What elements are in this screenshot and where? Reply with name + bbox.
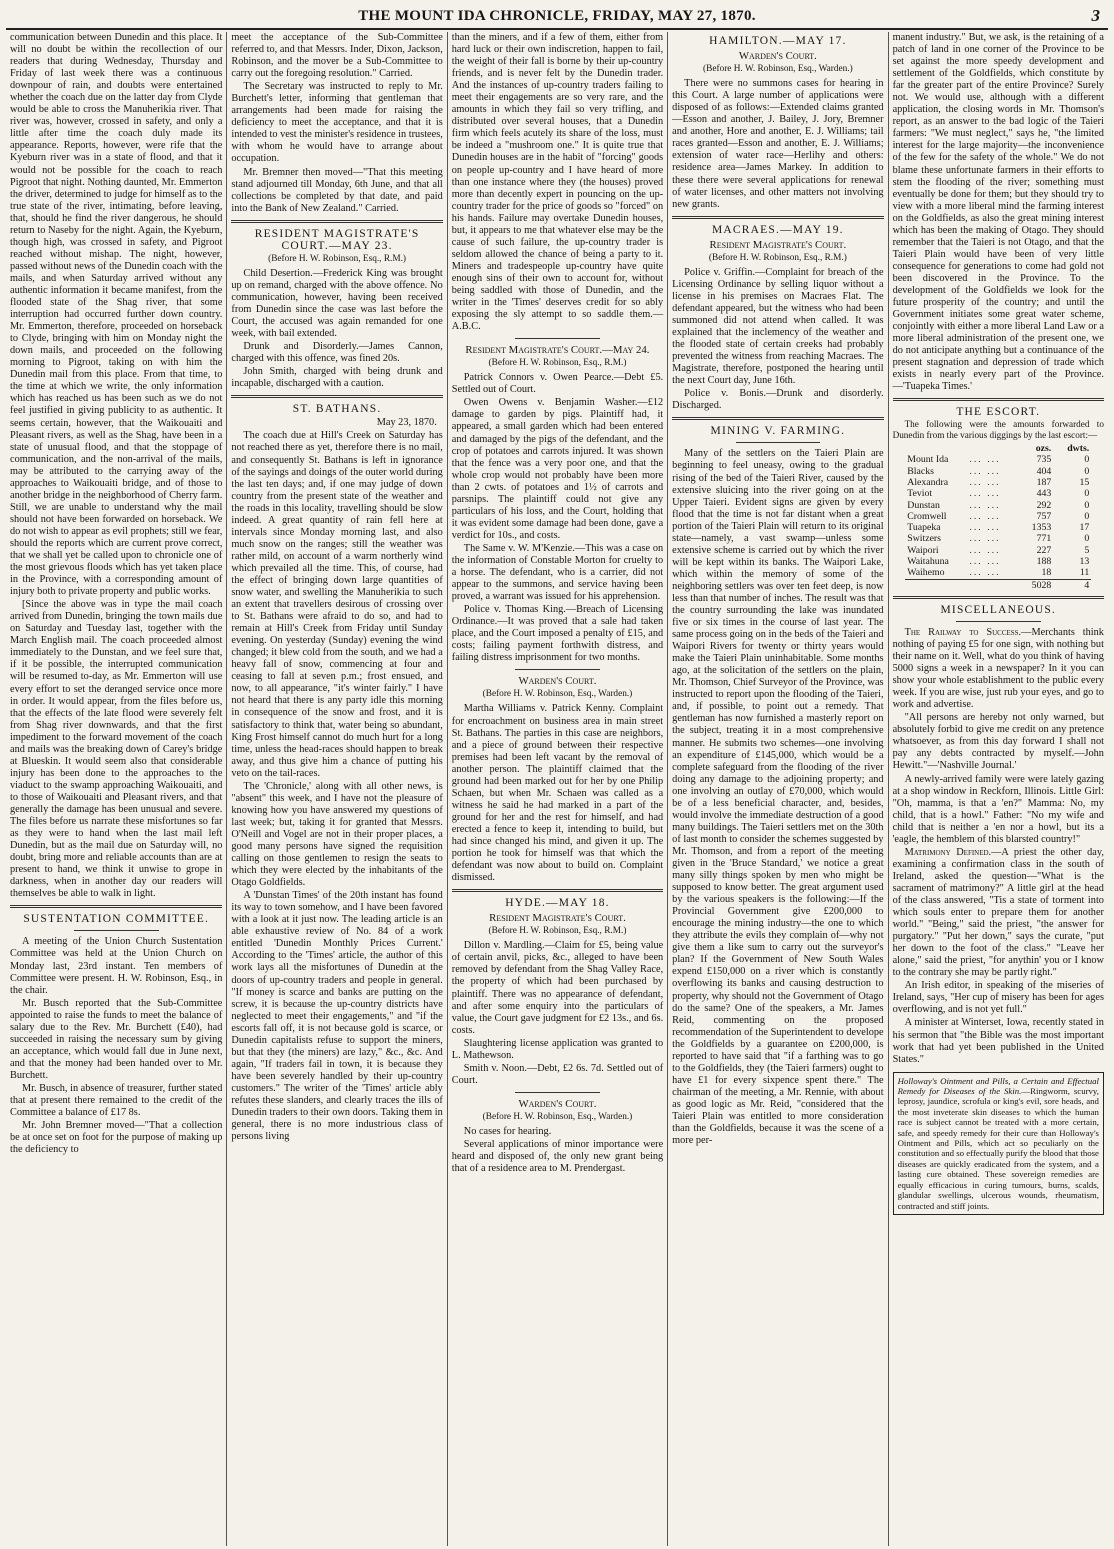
escort-place: Tuapeka bbox=[907, 522, 941, 534]
ad-heading: Holloway's Ointment and Pills, a Certain and Effectual Remedy for Diseases of the Skin. bbox=[897, 1075, 1099, 1097]
escort-place: Switzers bbox=[907, 533, 941, 545]
escort-row bbox=[905, 533, 1091, 544]
escort-dwts: 11 bbox=[1079, 567, 1090, 579]
escort-dots: ... ... bbox=[969, 476, 1001, 488]
section-heading: SUSTENTATION COMMITTEE. bbox=[23, 913, 210, 926]
column-3 bbox=[447, 32, 667, 1546]
escort-place: Waihemo bbox=[907, 567, 945, 579]
escort-dots: ... ... bbox=[969, 544, 1001, 556]
escort-dots: ... ... bbox=[969, 567, 1001, 579]
escort-place: Teviot bbox=[907, 488, 933, 500]
divider bbox=[74, 930, 159, 931]
divider bbox=[515, 1092, 600, 1093]
escort-units-row bbox=[905, 443, 1091, 454]
escort-row bbox=[905, 511, 1091, 522]
article-text: Owen Owens v. Benjamin Washer.—£12 damage to garden by pigs. Plaintiff had, it appeared, a small garden which had been entered and damaged by the pigs of the defendant, and the crop of potatoes and carrots injured. It was shown that the fence was a very poor one, and that the whole crop would not probably have been more than 2 cwts. of potatoes and 1½ of carrots and parsnips. The plaintiff could not give any particulars of his loss, and the Court, holding that it was evident some damage had been done, gave a verdict for 10s., and costs. bbox=[451, 397, 664, 541]
escort-dwts: 0 bbox=[1084, 454, 1090, 466]
article-text: Police v. Bonis.—Drunk and disorderly. Discharged. bbox=[672, 388, 884, 412]
divider bbox=[736, 442, 821, 443]
section-heading: HAMILTON.—MAY 17. bbox=[709, 35, 847, 47]
escort-dots: ... ... bbox=[969, 488, 1001, 500]
divider bbox=[672, 216, 883, 219]
escort-ozs: 1353 bbox=[1031, 522, 1052, 534]
misc-item bbox=[893, 627, 1104, 711]
escort-dwts: 0 bbox=[1084, 465, 1090, 477]
escort-dots: ... ... bbox=[969, 499, 1001, 511]
escort-dwts: 0 bbox=[1084, 499, 1090, 511]
page-number: 3 bbox=[1091, 6, 1100, 25]
escort-place: Dunstan bbox=[907, 499, 940, 511]
article-text: Mr. Bremner then moved—"That this meeting stand adjourned till Monday, 6th June, and that all collections be completed by that date, and paid into the Bank of New Zealand." Carried. bbox=[231, 166, 443, 214]
section-subheading: Resident Magistrate's Court. bbox=[489, 912, 626, 925]
escort-row bbox=[905, 500, 1091, 511]
section-heading: THE ESCORT. bbox=[956, 406, 1041, 419]
escort-place: Blacks bbox=[907, 465, 934, 477]
escort-total-row bbox=[905, 579, 1091, 591]
section-subheading: Warden's Court. bbox=[738, 50, 817, 63]
article-text: Many of the settlers on the Taieri Plain are beginning to feel uneasy, owing to the gradual rising of the bed of the Taieri River, caused by the extensive sluicing into the river going on at the Upper Taieri. Evident signs are given by every flood that the time is not far distant when a great portion of the Taieri Plain will return to its original state—namely, a vast swamp—unless some extensive scheme is carried out by which the river will be kept within its banks. The Waipori Lake, which within the memory of some of the neighboring settlers was over ten feet deep, is now less than that number of inches. The result was that the country surrounding the lake was inundated five or six times in the course of last year. The same process going on in the beds of the Taieri and Waipori Rivers for twenty or thirty years would make the Taieri Plain uninhabitable. Some months ago, at the solicitation of the settlers on the plain, Mr. Thomson, Chief Surveyor of the Province, was instructed to report upon the flooding of the Taieri, and, if possible, to point out a remedy. That gentleman has now furnished a masterly report on the subject, treating it in a most comprehensive manner. He submits two schemes—one involving an expenditure of £145,000, which would be a complete safeguard from the flooding of the river doing any damage to the adjoining property; and one involving an outlay of £70,000, which would be of a less beneficial character, and, besides, would involve the immediate destruction of a good many buildings. The Taieri settlers met on the 30th of last month to consider the schemes suggested by Mr. Thomson, and from a report of the meeting given in the 'Bruce Standard,' we notice a great many silly things spoken by men who might be supposed to know better. The great argument used by the various speakers is the following:—If the Provincial Government give £200,000 to encourage the mining industry—the one to which they attribute the evils they complain of—why not give them a like sum to carry out the surveyor's plan? If the Government of New South Wales expend £150,000 on a river which is constantly overflowing its banks and causing destruction to property, why should not the Government of Otago do the same? One of the speakers, a Mr. James Reid, commenting on the proposed recommendation of the Superintendent to develope the Goldfields by a guarantee on £200,000, is reported to have said that "if a farthing was to go to the Goldfields, they (the Taieri farmers) ought to have £1 for every sixpence spent there." The chairman of the meeting, a Mr. Rennie, with about as good logic as Mr. Reid, "considered that the Taieri Plain was entitled to more consideration than the Goldfields, because it was the scene of a more per- bbox=[672, 448, 884, 1147]
escort-dwts: 15 bbox=[1079, 476, 1090, 488]
divider bbox=[893, 596, 1104, 599]
escort-dots: ... ... bbox=[969, 510, 1001, 522]
article-text: manent industry." But, we ask, is the retaining of a patch of land in one corner of the Province to be set against the more speedy development and settlement of the Goldfields, which constitute by far the greater part of the entire Province? Surely not. We would use, although with a different application, the closing words in Mr. Thomson's report, as an answer to the bad logic of the Taieri farmers: "We must neglect," says he, "the limited interest for the large majority—the inconvenience of the few for the safety of the whole." We do not blame these unfortunate farmers in their efforts to stem the flooding of the river; something must eventually be done for them; but they should try to view with a more liberal mind the farming interest on the Goldfields, as also the great mining interest which has been the making of Otago. They should remember that the Taieri is not Otago, and that the Taieri Plain would have been of very little consequence for generations to come had gold not been discovered in the Province. To the development of the Goldfields we look for the future prosperity of the country; and until the Government initiates some great water scheme, conjointly with either a more liberal Land Law or a more liberal administration of the present one, we do not anticipate anything but a continuance of the present stagnation and depression of trade which exists in nearly every part of the Province.—'Tuapeka Times.' bbox=[892, 32, 1104, 393]
article-text: [Since the above was in type the mail coach arrived from Dunedin, bringing the town mails due on Saturday and Tuesday last, together with the March English mail. The coach proceeded almost immediately to the Dunstan, and we feel sure that, if it be possible, the interrupted communication will be resumed to-day, as Mr. Emmerton will use every effort to set the deranged service once more in order. It would appear, from the files before us, that the effects of the late flood were severely felt from Shag river downwards, and that the first impediment to the forward movement of the coach and mails was the breaking down of Carey's bridge at Blueskin. It would seem also that considerable injury has been done to the approaches to the viaduct to the swamp approaching Waikouaiti, and to those of Waikouaiti and Pleasant rivers, and that generally the damage has been unusual and severe. The files before us narrate these misfortunes so far as they were to hand when the last mail left Dunedin, but as the mail due on Saturday will, no doubt, bring more and reliable accounts than are at present to hand, we think it unwise to grope in darkness, when in another day our readers will themselves be able to walk in light. bbox=[10, 599, 223, 900]
divider bbox=[515, 669, 600, 670]
article-text: Patrick Connors v. Owen Pearce.—Debt £5. Settled out of Court. bbox=[451, 372, 664, 396]
court-presiding: (Before H. W. Robinson, Esq., R.M.) bbox=[488, 358, 627, 369]
court-presiding: (Before H. W. Robinson, Esq., R.M.) bbox=[488, 926, 627, 937]
escort-ozs: 227 bbox=[1036, 544, 1052, 556]
escort-row bbox=[905, 477, 1091, 488]
escort-place: Alexandra bbox=[907, 476, 949, 488]
columns bbox=[6, 32, 1108, 1546]
column-1 bbox=[6, 32, 226, 1546]
misc-item: "All persons are hereby not only warned, but absolutely forbid to give me credit on any pretence whatsoever, as from this day forward I shall not pay any debts contracted by myself.—John Hewitt."—'Nashville Journal.' bbox=[892, 712, 1104, 772]
units-ozs: ozs. bbox=[1035, 443, 1052, 455]
escort-row bbox=[905, 454, 1091, 465]
article-text: The 'Chronicle,' along with all other news, is "absent" this week, and I have not the pleasure of knowing how you have answered my questions of last week; but, taking it for granted that Messrs. O'Neill and Vogel are not in their proper places, a good many persons have signed the requisition calling on those gentlemen to resign the seats to which they were elected by the inhabitants of the Otago Goldfields. bbox=[231, 780, 443, 889]
escort-intro: The following were the amounts forwarded to Dunedin from the various diggings by the last escort:— bbox=[892, 419, 1104, 441]
escort-ozs: 757 bbox=[1036, 510, 1052, 522]
article-text: Police v. Griffin.—Complaint for breach of the Licensing Ordinance by selling liquor without a license in his premises on Macraes Flat. The defendant appeared, but the witness who had been summoned did not attend when called. It was explained that the inclemency of the weather and the flooded state of certain creeks had probably prevented the witness from reaching Macraes. The Magistrate, therefore, postponed the hearing until the next Court day, June 16th. bbox=[672, 266, 884, 387]
divider bbox=[515, 338, 600, 339]
item-text: —A priest the other day, examining a confirmation class in the south of Ireland, asked the question—"What is the sacrament of matrimony?" A little girl at the head of the class answered, "Tis a state of torment into which souls enter to prepare them for another world." "Being," said the priest, "the answer for purgatory." "Put her down," says the curate, "put her down to the foot of the class." "Leave her alone," said the priest, "for anythin' you or I know to the contrary she may be partly right." bbox=[892, 846, 1104, 979]
escort-dots: ... ... bbox=[969, 533, 1001, 545]
escort-total-dwts: 4 bbox=[1053, 579, 1091, 591]
divider bbox=[231, 220, 442, 223]
article-text: than the miners, and if a few of them, either from hard luck or their own indiscretion, happen to fail, the weight of their fall is borne by their up-country friends, and is never felt by the Dunedin trader. And the instances of up-country traders failing to meet their engagements are so very rare, and the amounts in which they fail so very trifling, and distributed over several houses, that a Dunedin firm which feels acutely its share of the loss, must be indeed a "mushroom one." It is quite true that Dunedin houses are in the habit of "forcing" goods on people up-country and I have heard of more than one instance where they (the houses) proved more than decently expert in pouncing on the up-country trader for the price of goods so "forced" on his hands. Failure may overtake Dunedin houses, but, it appears to me that whatever else may be the cause of such failure, the up-country trader is seldom allowed the chance of being a party to it. Miners and tradespeople up-country have quite enough sins of their own to account for, without being saddled with those of Dunedin, and the writer in the 'Times' deserves credit for so ably exposing the sly attempt to so saddle them.—A.B.C. bbox=[451, 32, 664, 333]
escort-total-ozs: 5028 bbox=[1015, 579, 1053, 591]
dateline: May 23, 1870. bbox=[376, 417, 437, 429]
misc-item: A newly-arrived family were were lately gazing at a shop window in Reckforn, Illinois. Little Girl: "Oh, mamma, is that a 'en?" Mamma: No, my child, that is a howl." Father: "No my wife and child that is neither a 'en nor a howl, but its a 'eagle, the hemblem of this blarsted country!" bbox=[892, 773, 1104, 845]
escort-dwts: 0 bbox=[1084, 533, 1090, 545]
article-text: Smith v. Noon.—Debt, £2 6s. 7d. Settled out of Court. bbox=[451, 1062, 664, 1086]
newspaper-title: THE MOUNT IDA CHRONICLE, FRIDAY, MAY 27, 1870. bbox=[358, 8, 756, 24]
misc-item bbox=[893, 847, 1104, 980]
divider bbox=[452, 889, 663, 892]
divider bbox=[893, 398, 1104, 401]
escort-dwts: 17 bbox=[1079, 522, 1090, 534]
misc-item: An Irish editor, in speaking of the miseries of Ireland, says, "Her cup of misery has been for ages overflowing, and is not yet full." bbox=[892, 980, 1104, 1016]
section-subheading: Warden's Court. bbox=[518, 1097, 597, 1110]
article-text: Police v. Thomas King.—Breach of Licensing Ordinance.—It was proved that a sale had taken place, and the Court imposed a penalty of £15, and costs; failing payment forthwith distress, and failing distress imprisonment for two months. bbox=[451, 604, 664, 664]
article-text: There were no summons cases for hearing in this Court. A large number of applications were disposed of as follows:—Extended claims granted—Esson and another, J. Bailey, J. Jory, Bremner and another, Hore and another, E. J. Williams; tail races granted—Esson and another, E. J. Williams; extension of water race—Herlihy and others: residence area—James Markey. In addition to these there were several applications for renewal of water licenses, and other matters not involving new grants. bbox=[672, 78, 884, 210]
escort-dwts: 13 bbox=[1079, 556, 1090, 568]
article-text: The coach due at Hill's Creek on Saturday has not reached there as yet, therefore there is no mail, and consequently St. Bathans is left in ignorance of the sayings and doings of the outer world during the last ten days; and, if one may judge of down country from the present state of the weather and the roads in this locality, travelling should be slow indeed. A great quantity of rain fell here at intervals since Monday morning last, and also much snow on the ranges; still the weather was rather mild, on account of a warm northerly wind which prevailed all the time. This, of course, had the effect of bringing down large quantities of snow water, and swelling the Manuherikia to such an extent that travellers desirous of crossing over to St. Bathans were afraid to do so, and had to remain at Hill's Creek from Friday until Sunday evening. On yesterday (Sunday) evening the wind changed; it blew cold from the south, and we had a heavy fall of snow, commencing at four and ceasing to fall at seven p.m.; frost ensued, and now, to all appearance, "it's winter fairly." I have not heard that there is any party idle this morning in consequence of the snow and frost, and it is satisfactory to think that, water being so abundant, King Frost himself cannot do much hurt for a long time, unless the head-races should happen to break away, and thus give him a chance of putting his veto on the tail-races. bbox=[231, 430, 443, 779]
section-heading: HYDE.—MAY 18. bbox=[505, 897, 610, 910]
ad-body: —Ringworm, scurvy, leprosy, jaundice, scrofula or king's evil, sore heads, and the most inveterate skin diseases to which the human race is subject cannot be treated with a more certain, safe, and speedy remedy for their cure than Holloway's Ointment and Pills, which act so peculiarly on the constitution and so effectually purify the blood that those diseases are quickly eradicated from the system, and a lasting cure obtained. These sovereign remedies are equally efficacious in curing tumours, burns, scalds, glandular swellings, ulcerous wounds, rheumatism, contracted and stiff joints. bbox=[897, 1086, 1099, 1211]
escort-dots: ... ... bbox=[969, 556, 1001, 568]
article-text: Several applications of minor importance were heard and disposed of, the only new grant being that of a residence area to M. Prendergast. bbox=[451, 1139, 664, 1175]
escort-place: Cromwell bbox=[907, 510, 947, 522]
article-text: meet the acceptance of the Sub-Committee referred to, and that Messrs. Inder, Dixon, Jackson, Robinson, and the mover be a Sub-Committee to carry out the foregoing resolution." Carried. bbox=[231, 32, 443, 80]
escort-row bbox=[905, 556, 1091, 567]
section-subheading: Resident Magistrate's Court. bbox=[709, 238, 847, 251]
article-text: Mr. Busch reported that the Sub-Committee appointed to raise the funds to meet the balance of salary due to the Rev. Mr. Burchett (£40), had succeeded in raising the necessary sum by giving an acceptance, which would fall due in June next, and that the money had been handed over to Mr. Burchett. bbox=[10, 997, 223, 1081]
item-text: —Merchants think nothing of paying £5 for one sign, with nothing but their name on it. Well, what do you think of having 5000 signs a week in a newspaper? In it you can show your whole establishment to the public every week. If you are wise, just rub your eyes, and go to work and advertise. bbox=[892, 626, 1104, 711]
escort-dots: ... ... bbox=[969, 454, 1001, 466]
article-text: Drunk and Disorderly.—James Cannon, charged with this offence, was fined 20s. bbox=[231, 341, 443, 365]
escort-row bbox=[905, 522, 1091, 533]
escort-row bbox=[905, 488, 1091, 499]
misc-item: A minister at Winterset, Iowa, recently stated in his sermon that "the Bible was the most important work that had yet been published in the United States." bbox=[892, 1017, 1104, 1065]
escort-dwts: 5 bbox=[1084, 544, 1090, 556]
escort-ozs: 735 bbox=[1036, 454, 1052, 466]
escort-ozs: 771 bbox=[1036, 533, 1052, 545]
section-heading: RESIDENT MAGISTRATE'S COURT.—MAY 23. bbox=[254, 227, 420, 252]
escort-ozs: 18 bbox=[1041, 567, 1052, 579]
article-text: Martha Williams v. Patrick Kenny. Complaint for encroachment on business area in main street St. Bathans. The parties in this case are neighbors, and a piece of ground between their respective premises had been left vacant by the removal of another person. The plaintiff claimed that the ground had been marked out for her by one Philip Schaen, but when Mr. Schaen was called as a witness he said he had marked in a part of the ground for her and the rest for himself, and had erected a fence to keep it, intending to build, but had since changed his mind, and given it up. The portion he took for himself was that which the defendant was now about to build on. Complaint dismissed. bbox=[451, 703, 664, 884]
escort-ozs: 292 bbox=[1036, 499, 1052, 511]
article-text: A 'Dunstan Times' of the 20th instant has found its way to town somehow, and I have been favored with a look at it just now. The leading article is an able exhaustive review of No. 84 of a work entitled 'Dunedin Monthly Prices Current.' According to the 'Times' article, the author of this work lays all the misfortunes of Dunedin at the doors of up-country traders and people in general. "If money is scarce and banks are putting on the screw, it is because the up-country districts have neglected to meet their engagements," and "if the escorts fall off, it is not because gold is scarce, or Dunedin capitalists refuse to support the miners, but that they (the miners) are lazy," &c., &c. And again, "If traders fail in town, it is because they have been severely handled by their up-country customers." The writer of the 'Times' article ably refutes these slanders, and clearly traces the ills of Dunedin traders to their own doors. Taking them in general, there is no more industrious class of persons living bbox=[231, 890, 443, 1143]
escort-place: Mount Ida bbox=[907, 454, 949, 466]
court-presiding: (Before H. W. Robinson, Esq., Warden.) bbox=[703, 64, 853, 75]
article-text: Child Desertion.—Frederick King was brought up on remand, charged with the above offence. No communication, however, having been received from Dunedin since the case was last before the Court, the accused was again remanded for one week, with bail extended. bbox=[231, 267, 443, 340]
section-heading: ST. BATHANS. bbox=[292, 403, 382, 416]
escort-place: Waipori bbox=[907, 544, 939, 556]
column-5 bbox=[888, 32, 1108, 1546]
article-text: No cases for hearing. bbox=[463, 1125, 552, 1137]
escort-table bbox=[905, 443, 1091, 591]
court-presiding: (Before H. W. Robinson, Esq., R.M.) bbox=[708, 252, 847, 263]
escort-dots: ... ... bbox=[969, 465, 1001, 477]
article-text: John Smith, charged with being drunk and incapable, discharged with a caution. bbox=[231, 366, 443, 390]
article-text: Mr. John Bremner moved—"That a collection be at once set on foot for the purpose of making up the deficiency to bbox=[10, 1120, 223, 1156]
court-presiding: (Before H. W. Robinson, Esq., Warden.) bbox=[482, 1111, 633, 1122]
column-4 bbox=[667, 32, 887, 1546]
article-text: Mr. Busch, in absence of treasurer, further stated that at present there remained to the credit of the Committee a balance of £17 8s. bbox=[10, 1082, 223, 1119]
escort-place: Waitahuna bbox=[907, 556, 949, 568]
units-dwts: dwts. bbox=[1067, 443, 1090, 455]
escort-dwts: 0 bbox=[1084, 488, 1090, 500]
escort-ozs: 188 bbox=[1036, 556, 1052, 568]
escort-row bbox=[905, 567, 1091, 579]
item-lead: The Railway to Success. bbox=[904, 626, 1022, 638]
divider bbox=[10, 905, 222, 908]
section-heading: MINING V. FARMING. bbox=[710, 425, 846, 438]
section-heading: MISCELLANEOUS. bbox=[940, 603, 1057, 616]
masthead bbox=[6, 6, 1108, 30]
escort-dwts: 0 bbox=[1084, 510, 1090, 522]
article-text: The Same v. W. M'Kenzie.—This was a case on the information of Constable Morton for cruelty to a horse. The defendant, who is a carrier, did not appear to the summons, and service having been proved, a warrant was issued for his apprehension. bbox=[451, 542, 664, 603]
escort-ozs: 443 bbox=[1036, 488, 1052, 500]
escort-row bbox=[905, 466, 1091, 477]
article-text: A meeting of the Union Church Sustentation Committee was held at the Union Church on Monday last, 23rd instant. Ten members of Committee were present. H. W. Robinson, Esq., in the chair. bbox=[10, 936, 223, 996]
article-text: communication between Dunedin and this place. It will no doubt be within the recollection of our readers that during Wednesday, Thursday and Friday of last week there was a continuous downpour of rain, and doubts were entertained whether the coach due on the latter day from Clyde would be able to cross the Manuherikia river. That river was, however, crossed in safety, and only a little after time the coach duly made its appearance. Reports, however, were rife that the Kyeburn river was in a state of flood, and that it would not be possible for the coach to reach Pigroot that night. Nothing daunted, Mr. Emmerton the driver, determined to judge for himself as to the true state of the river, intimating, before leaving, that, should he find the river dangerous, he should return to Naseby for the night. Again, the Kyeburn, though high, was crossed in safety, and Pigroot reached without mishap. The night, however, passed without news of the Dunedin coach with the mails, and when Saturday arrived without any authentic information it became manifest, from the flooded state of the Shag river, that some interruption had occurred further down country. Mr. Emmerton, therefore, proceeded on horseback to Clyde, bringing with him on Monday night the down mails, and proceeded on the following morning to Pigroot, taking on with him the Dunedin mail from this place. From that time, to the time at which we write, the only information which has reached us has been such as we do not feel justified in giving publicity to as authentic. It seems certain, however, that the Waikouaiti and Pleasant rivers, as well as the Shag, have been in a state of unusual flood, and that the stoppage of communication, and the non-arrival of the mails, may be attributed to the carrying away of the approaches to Waikouaiti bridge, and of those to another bridge in the neighborhood of Cherry farm. Still, we are unable to understand why the mail should not have been forwarded on horseback. We do not wish to appear as evil prophets; still we fear, should the reports which are current prove correct, that we shall yet be called upon to chronicle one of the most grievous floods which has yet taken place in the Province, with a corresponding amount of injury both to private property and public works. bbox=[10, 32, 223, 598]
court-presiding: (Before H. W. Robinson, Esq., Warden.) bbox=[482, 689, 633, 700]
section-heading: MACRAES.—MAY 19. bbox=[711, 223, 844, 236]
article-text: The Secretary was instructed to reply to Mr. Burchett's letter, informing that gentleman that arrangements had been made for raising the deficiency to meet the acceptance, and that it is intended to vest the minister's residence in trustees, with whom he would have to arrange about occupation. bbox=[231, 81, 443, 165]
section-heading: Warden's Court. bbox=[518, 675, 597, 688]
escort-ozs: 404 bbox=[1036, 465, 1052, 477]
escort-dots: ... ... bbox=[969, 522, 1001, 534]
article-text: Dillon v. Mardling.—Claim for £5, being value of certain anvil, picks, &c., alleged to have been removed by defendant from the Shag Valley Race, the property of which had been purchased by plaintiff. There was no appearance of defendant, and after some enquiry into the particulars of value, the Court gave judgment for £2 13s., and 6s. costs. bbox=[451, 940, 664, 1036]
column-2 bbox=[226, 32, 446, 1546]
divider bbox=[672, 417, 883, 420]
holloway-advertisement bbox=[893, 1072, 1104, 1215]
article-text: Slaughtering license application was granted to L. Mathewson. bbox=[451, 1037, 664, 1061]
item-lead: Matrimony Defined. bbox=[904, 846, 992, 858]
divider bbox=[231, 395, 442, 398]
escort-ozs: 187 bbox=[1036, 476, 1052, 488]
divider bbox=[956, 621, 1041, 622]
section-heading: Resident Magistrate's Court.—May 24. bbox=[465, 344, 650, 357]
court-presiding: (Before H. W. Robinson, Esq., R.M.) bbox=[268, 253, 407, 264]
escort-row bbox=[905, 545, 1091, 556]
